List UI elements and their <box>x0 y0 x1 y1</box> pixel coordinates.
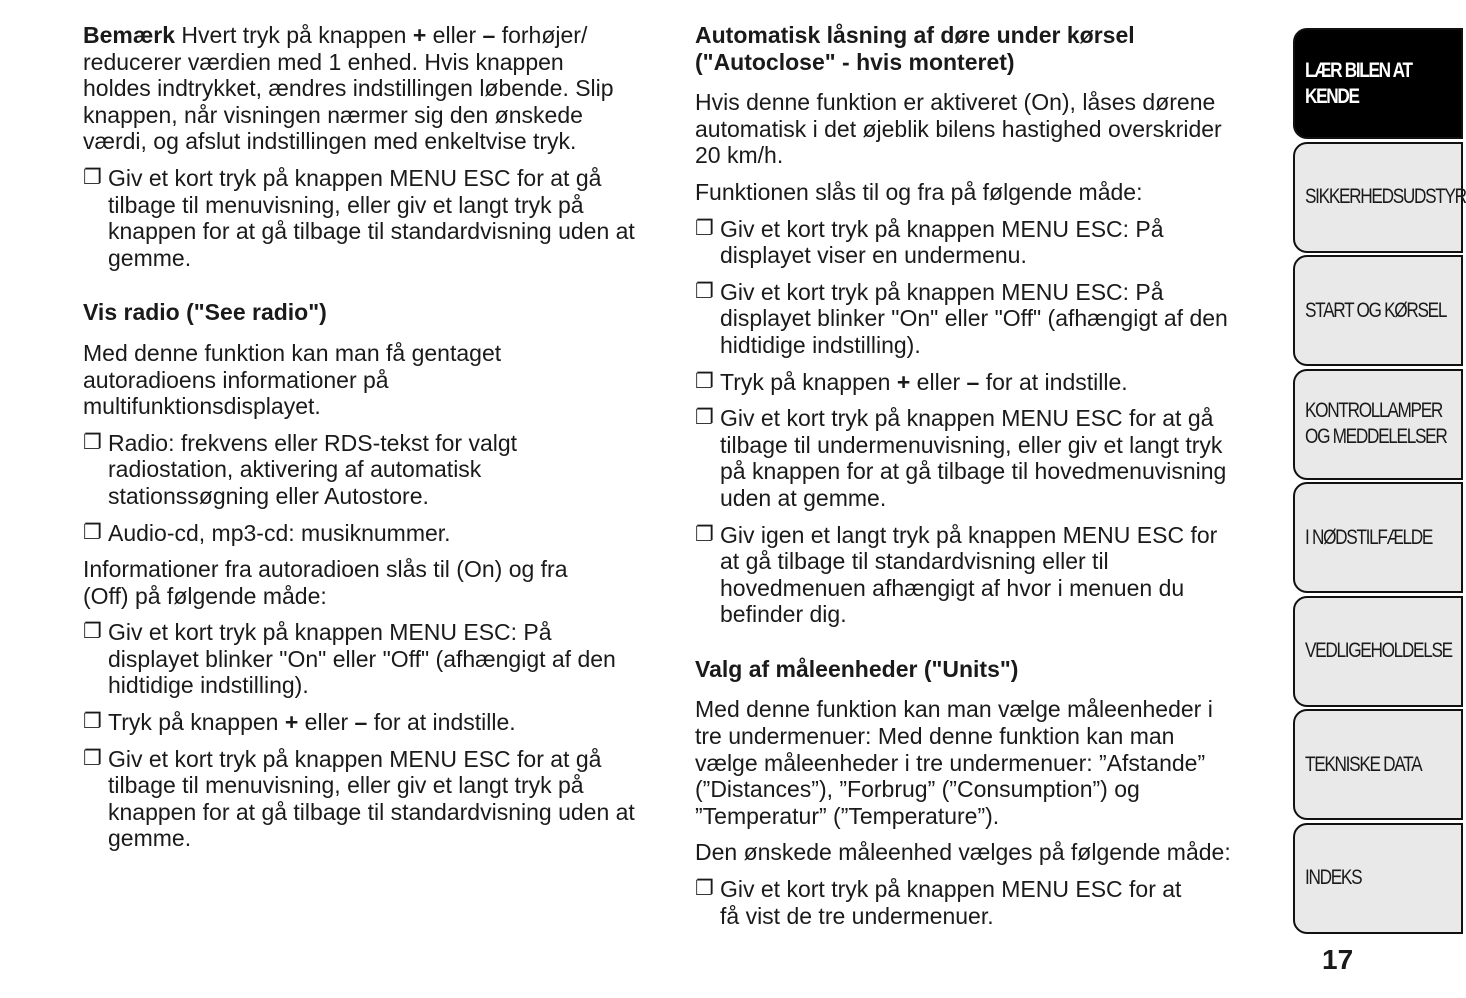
paragraph <box>695 696 1275 829</box>
tab-lær-bilen-at-kende[interactable] <box>1293 28 1463 139</box>
paragraph <box>83 556 673 609</box>
bold-text: – <box>966 368 980 395</box>
tab-indeks[interactable] <box>1293 823 1463 934</box>
checkbox-bullet-icon: ❐ <box>83 430 102 454</box>
tab-sikkerhedsudstyr[interactable] <box>1293 142 1466 253</box>
section-heading <box>695 656 1275 683</box>
checkbox-bullet-icon: ❐ <box>695 279 714 303</box>
bullet-item <box>695 876 1275 929</box>
paragraph <box>695 839 1275 866</box>
paragraph <box>83 22 673 155</box>
text-run: eller <box>426 22 483 48</box>
text-run: Tryk på knappen <box>108 709 285 736</box>
text-run: Den ønskede måleenhed vælges på følgende måde: <box>695 839 1231 866</box>
section-heading <box>83 299 673 326</box>
bold-text: + <box>284 709 299 736</box>
checkbox-bullet-icon: ❐ <box>695 522 714 546</box>
left-column <box>83 22 673 862</box>
text-run: Radio: frekvens eller RDS-tekst for valgt radiostation, aktivering af automatisk stationssøgning eller Autostore. <box>108 429 518 509</box>
bold-text: + <box>412 22 427 48</box>
text-run: Automatisk låsning af døre under kørsel ("Autoclose" - hvis monteret) <box>695 22 1135 75</box>
text-run: Giv et kort tryk på knappen MENU ESC: På displayet blinker "On" eller "Off" (afhængigt af den hidtidige indstilling). <box>108 619 616 699</box>
bold-text: – <box>354 709 368 736</box>
text-run: Med denne funktion kan man få gentaget autoradioens informationer på multifunktionsdisplayet. <box>83 339 502 420</box>
text-run: Informationer fra autoradioen slås til (On) og fra (Off) på følgende måde: <box>83 556 568 609</box>
bullet-item <box>83 746 673 852</box>
text-run: Giv et kort tryk på knappen MENU ESC: På displayet viser en undermenu. <box>720 215 1164 269</box>
tab-label: TEKNISKE DATA <box>1305 752 1422 776</box>
text-run: Giv igen et langt tryk på knappen MENU ESC for at gå tilbage til standardvisning eller til hovedmenuen afhængigt af hvor i menuen du befinder dig. <box>720 521 1218 628</box>
text-run: Giv et kort tryk på knappen MENU ESC for at gå tilbage til menuvisning, eller giv et langt tryk på knappen for at gå tilbage til standardvisning uden at gemme. <box>108 745 635 852</box>
bold-text: – <box>482 22 496 48</box>
tab-label: KONTROLLAMPER OG MEDDELELSER <box>1305 399 1447 448</box>
text-run: Giv et kort tryk på knappen MENU ESC for at gå tilbage til undermenuvisning, eller giv et langt tryk på knappen for at gå tilbage til hovedmenuvisning uden at gemme. <box>720 405 1227 511</box>
bullet-item <box>695 405 1275 511</box>
text-run: eller <box>298 709 355 736</box>
text-run: for at indstille. <box>367 709 516 736</box>
text-run: forhøjer/ reducerer værdien med 1 enhed. Hvis knappen holdes indtrykket, ændres indstillingen løbende. Slip knappen, når visningen nærmer sig den ønskede værdi, og afslut indstillingen med enkeltvise tryk. <box>83 22 614 155</box>
paragraph <box>695 179 1275 206</box>
text-run: Hvert tryk på knappen <box>175 22 413 48</box>
bullet-item <box>83 619 673 699</box>
text-run: Audio-cd, mp3-cd: musiknummer. <box>108 519 451 546</box>
checkbox-bullet-icon: ❐ <box>83 165 102 189</box>
bold-text: Bemærk <box>83 22 176 48</box>
bullet-item <box>83 709 673 736</box>
bullet-item <box>83 165 673 271</box>
tab-tekniske-data[interactable] <box>1293 709 1463 820</box>
checkbox-bullet-icon: ❐ <box>695 406 714 430</box>
checkbox-bullet-icon: ❐ <box>83 520 102 544</box>
paragraph <box>83 340 673 420</box>
tab-start-og-kørsel[interactable] <box>1293 255 1463 366</box>
text-run: eller <box>910 368 967 395</box>
tab-label: SIKKERHEDSUDSTYR <box>1305 185 1466 208</box>
text-run: Giv et kort tryk på knappen MENU ESC: På displayet blinker "On" eller "Off" (afhængigt af den hidtidige indstilling). <box>720 278 1228 358</box>
text-run: Tryk på knappen <box>720 368 897 395</box>
tab-kontrollamper-og-meddelelser[interactable] <box>1293 369 1463 480</box>
tab-label: START OG KØRSEL <box>1305 298 1447 322</box>
text-run: Giv et kort tryk på knappen MENU ESC for at få vist de tre undermenuer. <box>720 876 1182 929</box>
page-number: 17 <box>1322 944 1354 975</box>
section-heading <box>695 22 1275 75</box>
text-run: Vis radio ("See radio") <box>83 299 327 326</box>
bold-text: + <box>896 368 911 395</box>
text-run: Funktionen slås til og fra på følgende måde: <box>695 178 1143 205</box>
tab-i-nødstilfælde[interactable] <box>1293 482 1463 593</box>
paragraph <box>695 89 1275 169</box>
bullet-item <box>695 279 1275 359</box>
tab-vedligeholdelse[interactable] <box>1293 596 1463 707</box>
checkbox-bullet-icon: ❐ <box>695 877 714 901</box>
bullet-item <box>83 520 673 547</box>
checkbox-bullet-icon: ❐ <box>695 216 714 240</box>
checkbox-bullet-icon: ❐ <box>695 369 714 393</box>
tab-label: INDEKS <box>1305 866 1362 889</box>
bullet-item <box>83 430 673 510</box>
text-run: Med denne funktion kan man vælge måleenheder i tre undermenuer: Med denne funktion kan man vælge måleenheder i tre undermenuer: ”Afstande” (”Distances”), ”Forbrug” (”Consumption”) og ”Temperatur” (”Temperature”). <box>695 696 1213 829</box>
tab-label: LÆR BILEN AT KENDE <box>1305 58 1412 108</box>
text-run: for at indstille. <box>979 368 1128 395</box>
bullet-item <box>695 522 1275 628</box>
text-run: Valg af måleenheder ("Units") <box>695 655 1019 682</box>
checkbox-bullet-icon: ❐ <box>83 710 102 734</box>
tab-label: VEDLIGEHOLDELSE <box>1305 639 1452 662</box>
bullet-item <box>695 369 1275 396</box>
checkbox-bullet-icon: ❐ <box>83 746 102 770</box>
text-run: Hvis denne funktion er aktiveret (On), låses dørene automatisk i det øjeblik bilens hastighed overskrider 20 km/h. <box>695 89 1222 169</box>
bullet-item <box>695 216 1275 269</box>
text-run: Giv et kort tryk på knappen MENU ESC for at gå tilbage til menuvisning, eller giv et langt tryk på knappen for at gå tilbage til standardvisning uden at gemme. <box>108 164 635 271</box>
tab-label: I NØDSTILFÆLDE <box>1305 525 1433 549</box>
right-column <box>695 22 1275 939</box>
checkbox-bullet-icon: ❐ <box>83 620 102 644</box>
